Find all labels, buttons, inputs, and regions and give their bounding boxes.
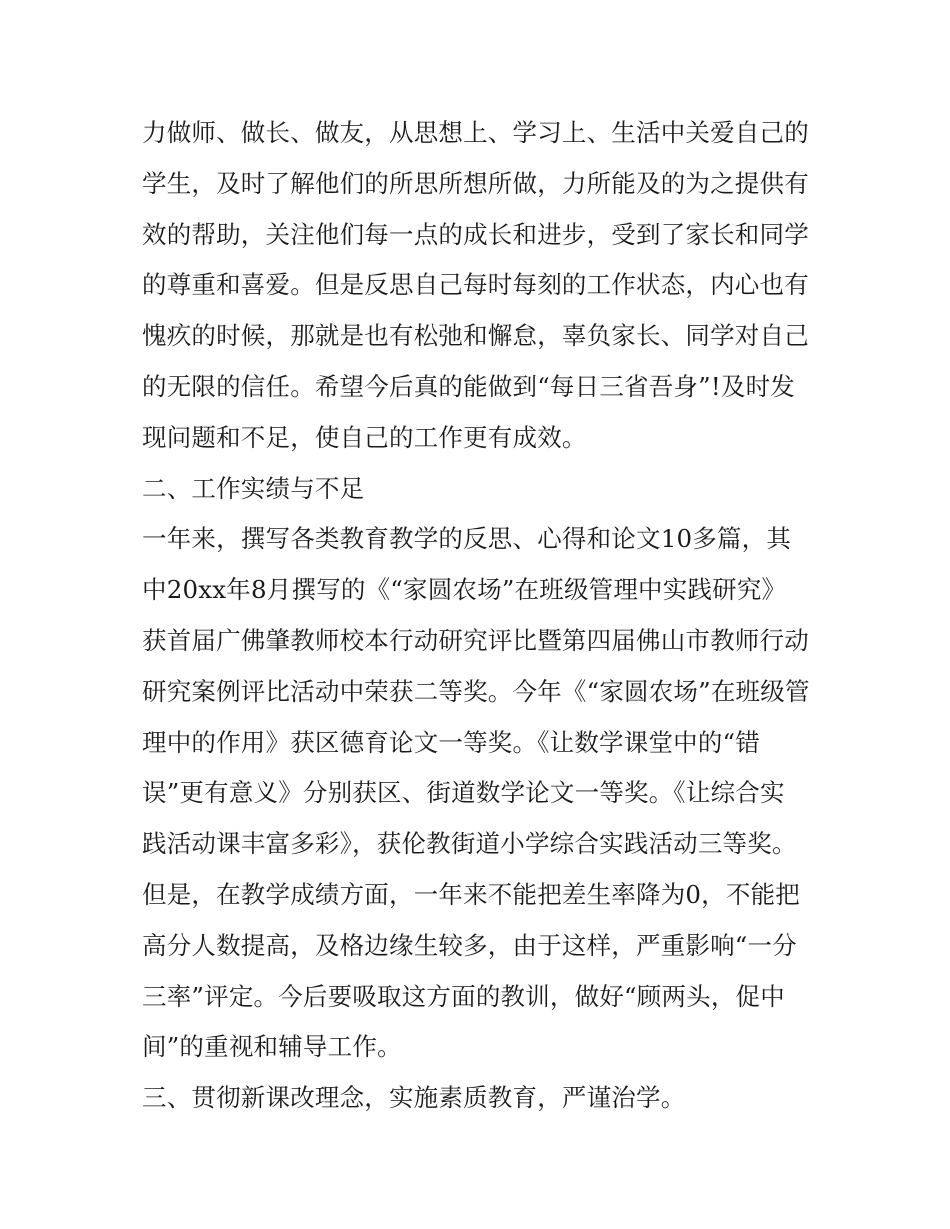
text-line: 间”的重视和辅导工作。 [142, 1032, 402, 1062]
text-line: 效的帮助，关注他们每一点的成长和进步，受到了家长和同学 [142, 219, 809, 249]
text-line: 三率”评定。今后要吸取这方面的教训，做好“顾两头，促中 [142, 981, 785, 1011]
text-line: 误”更有意义》分别获区、街道数学论文一等奖。《让综合实 [142, 778, 785, 808]
text-line: 愧疚的时候，那就是也有松弛和懈怠，辜负家长、同学对自己 [142, 321, 809, 351]
text-line: 获首届广佛肇教师校本行动研究评比暨第四届佛山市教师行动 [142, 625, 809, 655]
text-line: 高分人数提高，及格边缘生较多，由于这样，严重影响“一分 [142, 930, 797, 960]
text-line: 现问题和不足，使自己的工作更有成效。 [142, 422, 587, 452]
text-line: 但是，在教学成绩方面，一年来不能把差生率降为0，不能把 [142, 879, 800, 909]
document-body [142, 108, 822, 1124]
section-heading: 三、贯彻新课改理念，实施素质教育，严谨治学。 [142, 1083, 686, 1113]
text-line: 的无限的信任。希望今后真的能做到“每日三省吾身”!及时发 [142, 371, 795, 401]
text-line: 践活动课丰富多彩》，获伦教街道小学综合实践活动三等奖。 [142, 829, 797, 859]
text-line: 力做师、做长、做友，从思想上、学习上、生活中关爱自己的 [142, 118, 809, 147]
text-line: 研究案例评比活动中荣获二等奖。今年《“家圆农场”在班级管 [142, 676, 810, 706]
section-heading: 二、工作实绩与不足 [142, 473, 365, 503]
text-line: 中20xx年8月撰写的《“家圆农场”在班级管理中实践研究》 [142, 575, 787, 605]
text-line: 一年来，撰写各类教育教学的反思、心得和论文10多篇，其 [142, 524, 792, 554]
text-line: 学生，及时了解他们的所思所想所做，力所能及的为之提供有 [142, 168, 809, 198]
text-line: 的尊重和喜爱。但是反思自己每时每刻的工作状态，内心也有 [142, 270, 809, 300]
text-line: 理中的作用》获区德育论文一等奖。《让数学课堂中的“错 [142, 727, 760, 757]
